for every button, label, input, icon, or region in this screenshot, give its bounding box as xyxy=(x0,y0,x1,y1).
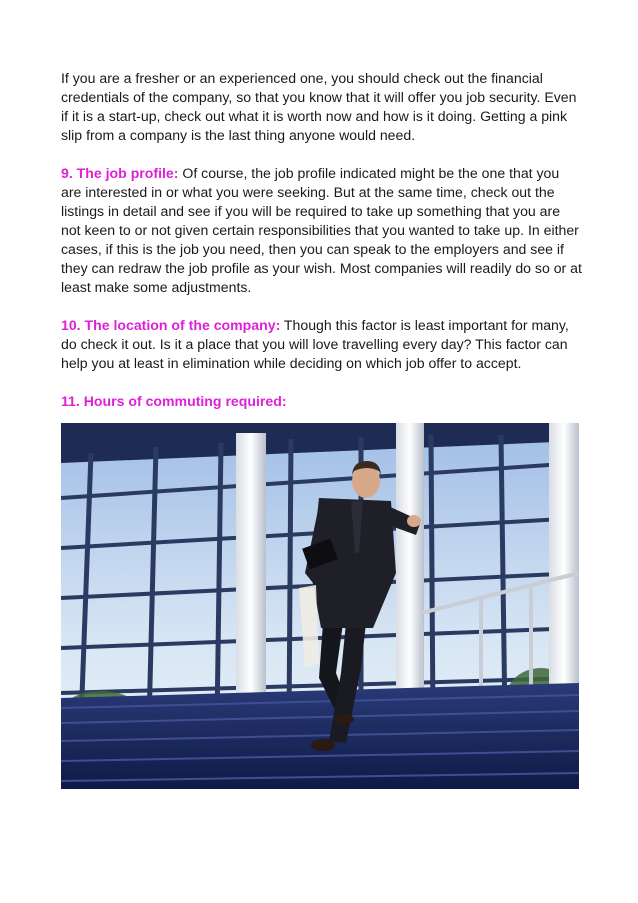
photo-businessman-on-stairs xyxy=(61,423,579,789)
heading-location: 10. The location of the company: xyxy=(61,317,281,333)
paragraph-body: Though this factor is least important for many, do check it out. Is it a place that you will love travelling every day? This factor can help you at least in elimination while deciding on which job offer to accept. xyxy=(61,317,569,371)
paragraph-body: If you are a fresher or an experienced one, you should check out the financial credentials of the company, so that you know that it will offer you job security. Even if it is a start-up, check out what it is worth now and how is it doing. Getting a pink slip from a company is the last thing anyone would need. xyxy=(61,70,577,143)
paragraph-financial-credentials xyxy=(61,69,583,145)
photo-illustration xyxy=(61,423,579,789)
paragraph-job-profile xyxy=(61,164,583,297)
article-text xyxy=(61,69,583,430)
heading-job-profile: 9. The job profile: xyxy=(61,165,179,181)
paragraph-body: Of course, the job profile indicated might be the one that you are interested in or what you were seeking. But at the same time, check out the listings in detail and see if you will be required to take up something that you are not keen to or not given certain responsibilities that you wanted to take up. In either cases, if this is the job you need, then you can speak to the employers and see if they can redraw the job profile as your wish. Most companies will readily do so or at least make some adjustments. xyxy=(61,165,582,295)
pillar-left xyxy=(236,433,266,733)
paragraph-commuting xyxy=(61,392,583,411)
heading-commuting: 11. Hours of commuting required: xyxy=(61,393,287,409)
paragraph-location xyxy=(61,316,583,373)
